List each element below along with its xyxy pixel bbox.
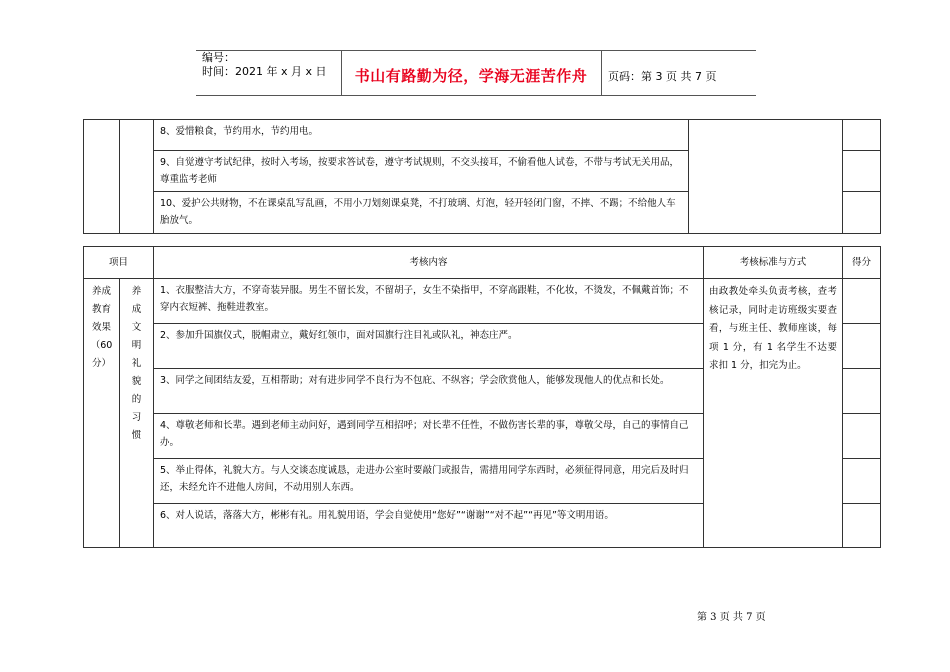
header-item: 项目 (84, 247, 154, 279)
content-row-6: 6、对人说话，落落大方，彬彬有礼。用礼貌用语，学会自觉使用“您好”“谢谢”“对不起”“再见”等文明用语。 (154, 504, 704, 548)
header-content: 考核内容 (154, 247, 704, 279)
category-cell: 养成 教育 效果 （60 分） (84, 279, 120, 548)
header-standard: 考核标准与方式 (704, 247, 843, 279)
time-label: 时间：2021 年 x 月 x 日 (202, 65, 327, 78)
header-motto: 书山有路勤为径，学海无涯苦作舟 (354, 67, 588, 85)
standard-cell: 由政教处牵头负责考核，查考核记录，同时走访班级实要查看，与班主任、教师座谈，每项 1 分，有 1 名学生不达要求扣 1 分，扣完为止。 (704, 279, 843, 548)
subitem-cell-empty (120, 120, 154, 234)
content-row-2: 2、参加升国旗仪式，脱帽肃立，戴好红领巾，面对国旗行注目礼或队礼，神态庄严。 (154, 324, 704, 369)
header-meta (202, 51, 327, 79)
content-row-3: 3、同学之间团结友爱，互相帮助；对有进步同学不良行为不包庇、不纵容；学会欣赏他人，能够发现他人的优点和长处。 (154, 369, 704, 414)
header-score: 得分 (843, 247, 881, 279)
score-cell[interactable] (843, 324, 881, 369)
content-row-4: 4、尊敬老师和长辈。遇到老师主动问好，遇到同学互相招呼；对长辈不任性，不做伤害长辈的事，尊敬父母，自己的事情自己办。 (154, 414, 704, 459)
content-row-5: 5、举止得体，礼貌大方。与人交谈态度诚恳，走进办公室时要敲门或报告，需措用同学东西时，必须征得同意，用完后及时归还，未经允许不进他人房间，不动用别人东西。 (154, 459, 704, 504)
score-cell[interactable] (843, 279, 881, 324)
score-cell[interactable] (843, 151, 881, 192)
header-divider (601, 51, 602, 95)
content-row-9: 9、自觉遵守考试纪律，按时入考场，按要求答试卷，遵守考试规则，不交头接耳，不偷看他人试卷，不带与考试无关用品，尊重监考老师 (154, 151, 689, 192)
score-cell[interactable] (843, 414, 881, 459)
content-row-8: 8、爱惜粮食，节约用水，节约用电。 (154, 120, 689, 151)
content-row-1: 1、衣服整洁大方，不穿奇装异服。男生不留长发，不留胡子，女生不染指甲，不穿高跟鞋，不化妆，不烫发，不佩戴首饰；不穿内衣短裤、拖鞋进教室。 (154, 279, 704, 324)
page-header (196, 50, 756, 96)
subcategory-cell: 养 成 文 明 礼 貌 的 习 惯 (120, 279, 154, 548)
content-row-10: 10、爱护公共财物，不在课桌乱写乱画，不用小刀划刻课桌凳，不打玻璃、灯泡，轻开轻闭门窗，不摔、不踢；不给他人车胎放气。 (154, 192, 689, 234)
continued-table (83, 119, 881, 234)
score-cell[interactable] (843, 459, 881, 504)
score-cell[interactable] (843, 192, 881, 234)
number-label: 编号： (202, 51, 235, 64)
page-footer: 第 3 页 共 7 页 (697, 612, 766, 623)
standard-cell-empty (689, 120, 843, 234)
score-cell[interactable] (843, 504, 881, 548)
score-cell[interactable] (843, 120, 881, 151)
assessment-table (83, 246, 881, 548)
score-cell[interactable] (843, 369, 881, 414)
header-page-info: 页码：第 3 页 共 7 页 (608, 70, 717, 83)
item-cell-empty (84, 120, 120, 234)
